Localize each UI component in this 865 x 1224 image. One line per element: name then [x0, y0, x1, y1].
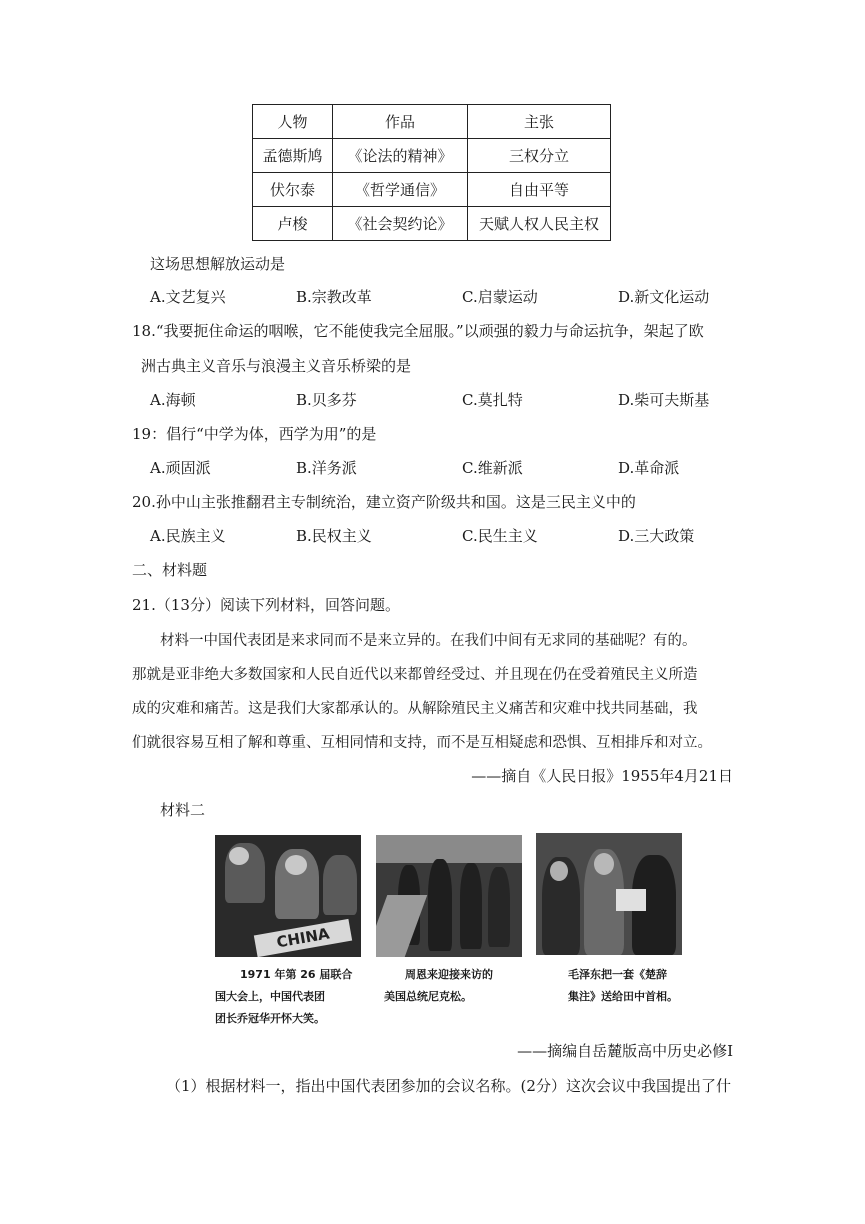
q20-option-c: C.民生主义 — [462, 527, 538, 545]
table-row — [253, 173, 611, 207]
q18-option-b: B.贝多芬 — [296, 391, 357, 409]
q19-option-b: B.洋务派 — [296, 459, 357, 477]
table-row — [253, 139, 611, 173]
table-cell: 《哲学通信》 — [333, 173, 468, 207]
q19-option-d: D.革命派 — [618, 459, 680, 477]
q19-option-a: A.顽固派 — [150, 459, 211, 477]
question-21-stem: 21.（13分）阅读下列材料，回答问题。 — [132, 596, 400, 614]
question-18-line2: 洲古典主义音乐与浪漫主义音乐桥梁的是 — [141, 357, 412, 375]
material1-line: 成的灾难和痛苦。这是我们大家都承认的。从解除殖民主义痛苦和灾难中找共同基础，我 — [132, 701, 698, 717]
material1-line: 们就很容易互相了解和尊重、互相同情和支持，而不是互相疑虑和恐惧、互相排斥和对立。 — [132, 735, 712, 751]
photo-caption-line: 美国总统尼克松。 — [384, 990, 472, 1003]
photo-caption-line: 周恩来迎接来访的 — [405, 968, 493, 981]
photo-caption-line: 集注》送给田中首相。 — [568, 990, 678, 1003]
q20-option-b: B.民权主义 — [296, 527, 372, 545]
q17-option-d: D.新文化运动 — [618, 288, 710, 306]
material2-label: 材料二 — [160, 801, 206, 819]
table-cell: 卢梭 — [253, 207, 333, 241]
q18-option-c: C.莫扎特 — [462, 391, 523, 409]
photo-caption-line: 团长乔冠华开怀大笑。 — [215, 1012, 325, 1025]
photo-mao-tanaka — [536, 833, 682, 955]
material1-source: ——摘自《人民日报》1955年4月21日 — [471, 767, 733, 785]
table-cell: 《社会契约论》 — [333, 207, 468, 241]
q20-option-d: D.三大政策 — [618, 527, 695, 545]
table-cell: 三权分立 — [468, 139, 611, 173]
table-cell: 自由平等 — [468, 173, 611, 207]
material1-line: 那就是亚非绝大多数国家和人民自近代以来都曾经受过、并且现在仍在受着殖民主义所造 — [132, 667, 698, 683]
question-18-line1: 18.“我要扼住命运的咽喉，它不能使我完全屈服。”以顽强的毅力与命运抗争，架起了欧 — [132, 322, 704, 340]
q17-option-b: B.宗教改革 — [296, 288, 372, 306]
question-19-stem: 19：倡行“中学为体，西学为用”的是 — [132, 425, 377, 443]
q17-option-a: A.文艺复兴 — [150, 288, 226, 306]
q18-option-a: A.海顿 — [150, 391, 196, 409]
thinkers-table — [252, 104, 611, 241]
china-banner: CHINA — [254, 919, 352, 957]
section-heading: 二、材料题 — [132, 561, 208, 579]
photo-zhou-nixon — [376, 835, 522, 957]
q17-option-c: C.启蒙运动 — [462, 288, 538, 306]
table-cell: 伏尔泰 — [253, 173, 333, 207]
table-row — [253, 207, 611, 241]
material1-line: 材料一中国代表团是来求同而不是来立异的。在我们中间有无求同的基础呢？有的。 — [160, 633, 697, 649]
material2-source: ——摘编自岳麓版高中历史必修Ⅰ — [517, 1042, 733, 1060]
table-cell: 天赋人权人民主权 — [468, 207, 611, 241]
table-header-row — [253, 105, 611, 139]
photo-caption-line: 毛泽东把一套《楚辞 — [568, 968, 667, 981]
question-17-stem: 这场思想解放运动是 — [150, 255, 286, 273]
question-20-stem: 20.孙中山主张推翻君主专制统治，建立资产阶级共和国。这是三民主义中的 — [132, 493, 636, 511]
photo-caption-line: 国大会上，中国代表团 — [215, 990, 325, 1003]
q19-option-c: C.维新派 — [462, 459, 523, 477]
table-cell: 《论法的精神》 — [333, 139, 468, 173]
table-cell: 孟德斯鸠 — [253, 139, 333, 173]
sub-question-1: （1）根据材料一，指出中国代表团参加的会议名称。(2分）这次会议中我国提出了什 — [166, 1077, 731, 1095]
table-header-cell: 主张 — [468, 105, 611, 139]
q18-option-d: D.柴可夫斯基 — [618, 391, 710, 409]
photo-caption-line: 1971 年第 26 届联合 — [240, 968, 353, 981]
table-header-cell: 人物 — [253, 105, 333, 139]
photo-un-assembly — [215, 835, 361, 957]
q20-option-a: A.民族主义 — [150, 527, 226, 545]
table-header-cell: 作品 — [333, 105, 468, 139]
